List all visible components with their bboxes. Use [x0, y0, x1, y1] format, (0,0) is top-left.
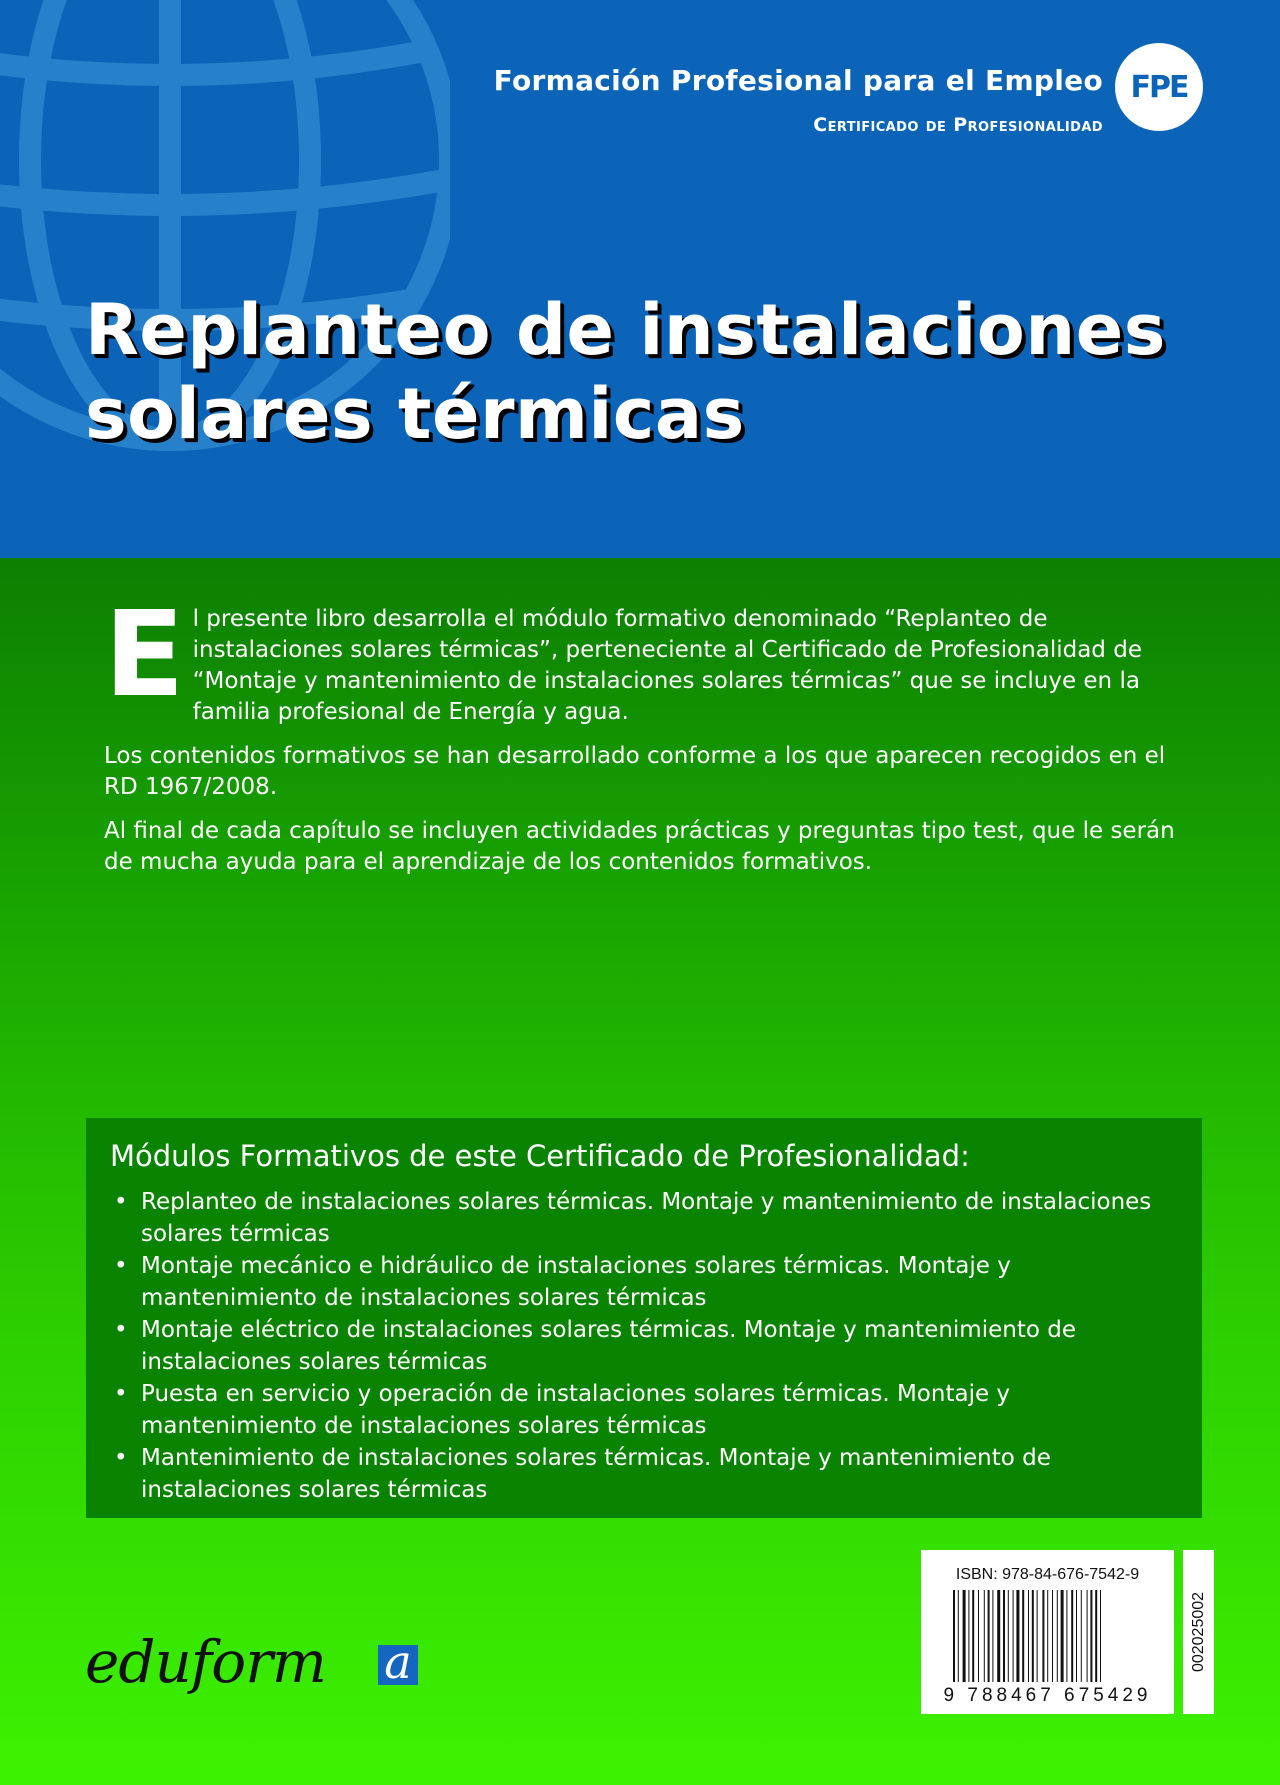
barcode — [921, 1550, 1174, 1714]
list-item: • Replanteo de instalaciones solares térmicas. Montaje y mantenimiento de instalaciones solares térmicas — [110, 1186, 1178, 1250]
modules-box — [86, 1118, 1202, 1518]
modules-heading: Módulos Formativos de este Certificado de Profesionalidad: — [110, 1139, 970, 1173]
list-item: • Montaje mecánico e hidráulico de instalaciones solares térmicas. Montaje y mantenimiento de instalaciones solares térmicas — [110, 1250, 1178, 1314]
book-title-line-1: Replanteo de instalaciones — [85, 289, 1166, 371]
logo-main: edufor — [85, 1628, 272, 1696]
series-title: Formación Profesional para el Empleo — [493, 64, 1103, 97]
side-code: 002025002 — [1189, 1591, 1207, 1673]
side-code-box — [1183, 1550, 1214, 1714]
list-item: • Puesta en servicio y operación de instalaciones solares térmicas. Montaje y mantenimiento de instalaciones solares térmicas — [110, 1378, 1178, 1442]
dropcap: E — [104, 585, 185, 723]
isbn-text: ISBN: 978-84-676-7542-9 — [955, 1566, 1140, 1583]
ean-text: 9 788467 675429 — [943, 1685, 1152, 1706]
publisher-logo-text — [85, 1627, 326, 1697]
intro-paragraph-3: Al final de cada capítulo se incluyen actividades prácticas y preguntas tipo test, que le serán de mucha ayuda para el aprendizaje de los contenidos formativos. — [104, 818, 1175, 875]
book-title — [85, 288, 1185, 456]
modules-list — [110, 1186, 1178, 1506]
intro-paragraph-1-text: l presente libro desarrolla el módulo formativo denominado “Replanteo de instalaciones solares térmicas”, perteneciente al Certificado de Profesionalidad de “Montaje y mantenimiento de instalaciones solares térmicas” que se incluye en la familia profesional de Energía y agua. — [192, 606, 1142, 725]
header-band — [0, 0, 1280, 558]
publisher-logo — [85, 1627, 415, 1697]
intro-paragraph-2: Los contenidos formativos se han desarrollado conforme a los que aparecen recogidos en el RD 1967/2008. — [104, 743, 1166, 800]
barcode-icon — [953, 1590, 1143, 1682]
book-title-line-2: solares térmicas — [85, 373, 745, 455]
fpe-logo: FPE — [1115, 43, 1203, 131]
publisher-logo-a: a — [378, 1645, 418, 1685]
logo-m: m — [271, 1628, 326, 1696]
list-item: • Montaje eléctrico de instalaciones solares térmicas. Montaje y mantenimiento de instalaciones solares térmicas — [110, 1314, 1178, 1378]
intro-paragraph-1 — [104, 585, 1184, 728]
series-subtitle: Certificado de Profesionalidad — [813, 114, 1103, 136]
list-item: • Mantenimiento de instalaciones solares térmicas. Montaje y mantenimiento de instalaciones solares térmicas — [110, 1442, 1178, 1506]
intro-text — [104, 585, 1184, 891]
